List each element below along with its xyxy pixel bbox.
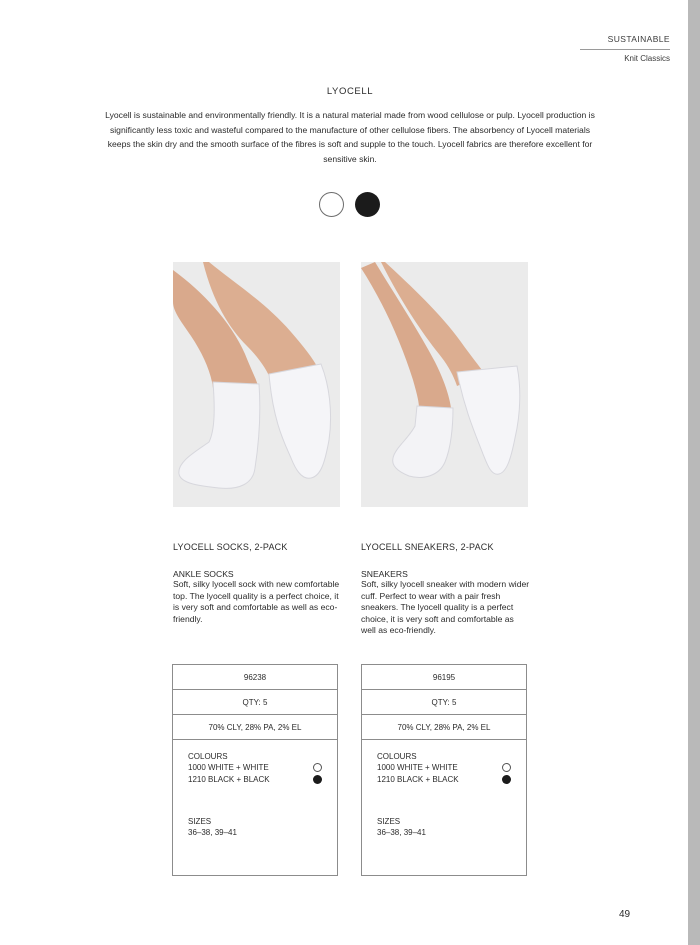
sizes-value: 36–38, 39–41 <box>188 828 237 838</box>
section-title: SUSTAINABLE <box>580 34 670 50</box>
colour-label: 1000 WHITE + WHITE <box>188 763 269 773</box>
quantity: QTY: 5 <box>362 690 526 715</box>
product-type: SNEAKERS <box>361 569 408 579</box>
colours-label: COLOURS <box>188 752 228 761</box>
article-number: 96195 <box>362 665 526 690</box>
quantity: QTY: 5 <box>173 690 337 715</box>
page-edge-strip <box>688 0 700 945</box>
sizes-value: 36–38, 39–41 <box>377 828 426 838</box>
composition: 70% CLY, 28% PA, 2% EL <box>173 715 337 740</box>
intro-title: LYOCELL <box>326 86 374 97</box>
colour-option-white <box>188 762 323 773</box>
section-subtitle: Knit Classics <box>624 54 670 63</box>
page-number: 49 <box>619 909 631 920</box>
product-info-sneaker-socks <box>361 542 531 637</box>
spec-table-ankle-socks <box>172 664 338 876</box>
product-photo-sneaker-socks <box>361 262 528 507</box>
sizes-label: SIZES <box>377 817 401 826</box>
spec-table-sneaker-socks <box>361 664 527 876</box>
intro-text: Lyocell is sustainable and environmentally friendly. It is a natural material made from wood cellulose or pulp. Lyocell production is significantly less toxic and wasteful compared to the manufacture of other cellulose fibers. The absorbency of Lyocell materials keeps the skin dry and the smooth surface of the fibres is soft and supple to the touch. Lyocell fabrics are therefore excellent for sensitive skin. <box>105 110 595 164</box>
colour-swatch-black <box>355 192 380 217</box>
colour-label: 1210 BLACK + BLACK <box>377 774 459 784</box>
colour-swatch-white <box>319 192 344 217</box>
spec-details <box>173 740 337 875</box>
product-description: Soft, silky lyocell sock with new comfortable top. The lyocell quality is a perfect choice, it is very soft and comfortable as well as eco-friendly. <box>173 579 340 624</box>
spec-details <box>362 740 526 875</box>
colour-option-black <box>188 774 323 785</box>
product-info-ankle-socks <box>173 542 343 625</box>
colour-label: 1000 WHITE + WHITE <box>377 763 458 773</box>
product-type: ANKLE SOCKS <box>173 569 234 579</box>
product-name: LYOCELL SNEAKERS, 2-PACK <box>361 542 494 552</box>
product-name: LYOCELL SOCKS, 2-PACK <box>173 542 288 552</box>
legs-ankle-socks-illustration <box>173 262 340 507</box>
black-dot-icon <box>313 775 322 784</box>
colours-label: COLOURS <box>377 752 417 761</box>
black-dot-icon <box>502 775 511 784</box>
product-description: Soft, silky lyocell sneaker with modern wider cuff. Perfect to wear with a pair fresh sneakers. The lyocell quality is a perfect choice, it is very soft and comfortable as well as eco-friendly. <box>361 579 530 636</box>
section-header <box>580 34 670 63</box>
colour-option-white <box>377 762 512 773</box>
product-photo-ankle-socks <box>173 262 340 507</box>
sizes-label: SIZES <box>188 817 212 826</box>
sizes-block <box>377 816 426 839</box>
white-dot-icon <box>502 763 511 772</box>
white-dot-icon <box>313 763 322 772</box>
colour-option-black <box>377 774 512 785</box>
colour-label: 1210 BLACK + BLACK <box>188 774 270 784</box>
legs-sneaker-socks-illustration <box>361 262 528 507</box>
article-number: 96238 <box>173 665 337 690</box>
sizes-block <box>188 816 237 839</box>
composition: 70% CLY, 28% PA, 2% EL <box>362 715 526 740</box>
